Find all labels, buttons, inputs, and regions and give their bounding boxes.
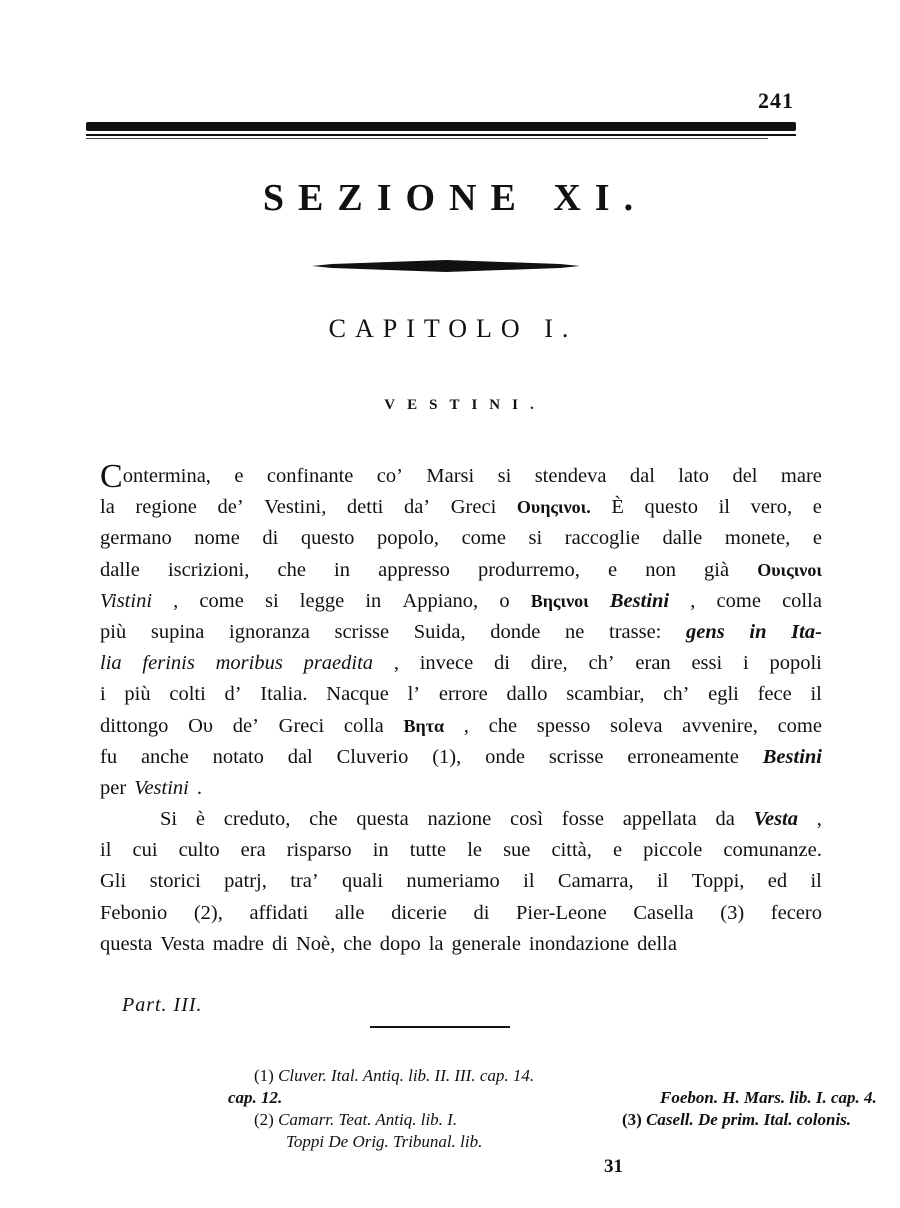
footnote-2-continuation-right: Foebon. H. Mars. lib. I. cap. 4. [660,1088,877,1107]
ornament-rule [312,260,580,272]
text-line: dalle iscrizioni, che in appresso produrremo, e non già Ουιςινοι [100,558,822,581]
text-line: C ontermina, e confinante co’ Marsi si stendeva dal lato del mare [100,458,822,495]
text-line: Gli storici patrj, tra’ quali numeriamo il Camarra, il Toppi, ed il [100,870,822,893]
footnote-2: (2) Camarr. Teat. Antiq. lib. I. [254,1110,458,1129]
page-number: 241 [758,88,794,113]
text-line: fu anche notato dal Cluverio (1), onde scrisse erroneamente Bestini [100,745,822,768]
footnote-2-continuation: Toppi De Orig. Tribunal. lib. [286,1132,483,1151]
header-rule [86,122,796,139]
paragraph-2 [100,804,822,960]
text-line: dittongo Ου de’ Greci colla Βητα , che spesso soleva avvenire, come [100,714,822,737]
body-text [100,458,822,960]
part-label: Part. III. [122,994,203,1016]
footnote-1-continuation: cap. 12. [228,1088,283,1107]
footnote-rule [370,1026,510,1028]
text-line: per Vestini . [100,776,202,799]
text-line: germano nome di questo popolo, come si raccoglie dalle monete, e [100,527,822,550]
text-line: lia ferinis moribus praedita , invece di dire, ch’ eran essi i popoli [100,652,822,675]
text-line: i più colti d’ Italia. Nacque l’ errore dallo scambiar, ch’ egli fece il [100,683,822,706]
text-line: Si è creduto, che questa nazione così fosse appellata da Vesta , [160,808,822,831]
text-line: più supina ignoranza scrisse Suida, donde ne trasse: gens in Ita- [100,620,822,643]
printer-signature: 31 [604,1156,623,1177]
text-line: questa Vesta madre di Noè, che dopo la generale inondazione della [100,932,677,955]
text-line: Vistini , come si legge in Appiano, o Βηςινοι Bestini , come colla [100,589,822,612]
paragraph-1 [100,458,822,804]
section-title: SEZIONE XI. [262,177,648,219]
footnote-3: (3) Casell. De prim. Ital. colonis. [622,1110,852,1129]
text-line: Febonio (2), affidati alle dicerie di Pier-Leone Casella (3) fecero [100,901,822,924]
drop-cap: C [100,458,123,495]
chapter-title: CAPITOLO I. [328,314,578,343]
text-line: il cui culto era risparso in tutte le sue città, e piccole comunanze. [100,839,822,862]
footnote-1: (1) Cluver. Ital. Antiq. lib. II. III. cap. 14. [254,1066,535,1085]
chapter-subtitle: VESTINI. [384,397,546,413]
text-line: la regione de’ Vestini, detti da’ Greci Ουηςινοι. È questo il vero, e [100,496,822,519]
